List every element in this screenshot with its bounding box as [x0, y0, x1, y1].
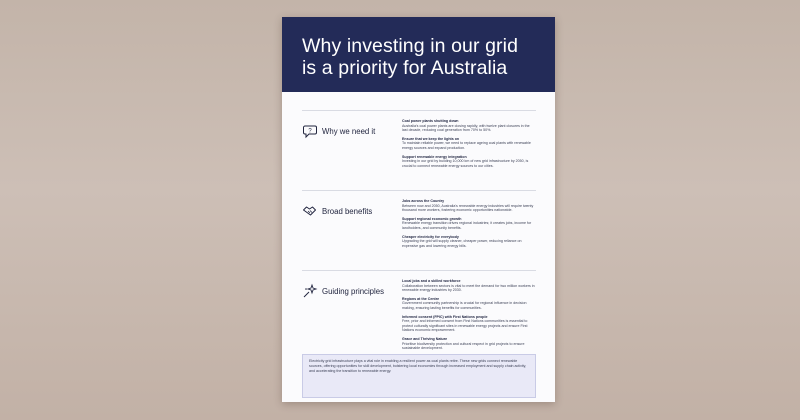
- item-title: Ensure that we keep the lights on: [402, 136, 460, 141]
- list-item: [402, 279, 536, 293]
- section-guiding-principles: [302, 270, 536, 353]
- item-text: Investing in our grid by building 10,000 km of new grid infrastructure by 2050, is crucial to connect renewable energy sources to our cities.: [402, 159, 529, 168]
- page-header: [282, 17, 555, 92]
- section-title: Broad benefits: [322, 206, 373, 216]
- section-items: [402, 279, 536, 355]
- section-title: Why we need it: [322, 126, 376, 136]
- item-title: Coal power plants shutting down: [402, 119, 459, 123]
- list-item: [402, 119, 536, 133]
- section-heading: [302, 123, 375, 139]
- document-page: [282, 17, 555, 402]
- list-item: [402, 235, 536, 249]
- item-text: Collaboration between sectors is vital to meet the demand for two million workers in renewable energy industries by 2030.: [402, 283, 535, 293]
- item-text: Australia's coal power plants are closing rapidly, with twelve plant closures in the last decade, reducing coal generation from 70% to 50%.: [402, 123, 530, 133]
- sparkle-icon: [302, 283, 318, 299]
- page-title: [302, 35, 541, 79]
- section-heading: [302, 283, 384, 299]
- section-why-we-need-it: [302, 110, 536, 189]
- section-items: [402, 199, 536, 252]
- item-text: Prioritise biodiversity protection and cultural respect in grid projects to ensure sustainable development.: [402, 341, 525, 351]
- item-text: Free, prior and informed consent from First Nations communities is essential to protect culturally significant sites in renewable energy projects and ensure First Nations economic empowerment.: [402, 319, 528, 333]
- handshake-icon: [302, 203, 318, 219]
- title-line-2: is a priority for Australia: [302, 57, 508, 79]
- section-items: [402, 119, 536, 172]
- list-item: [402, 297, 536, 311]
- item-text: To maintain reliable power, we need to replace ageing coal plants with renewable energy sources and expand production.: [402, 141, 531, 150]
- item-title: Regions at the Centre: [402, 296, 440, 301]
- item-title: Jobs across the Country: [402, 199, 445, 203]
- item-title: Support regional economic growth: [402, 216, 462, 221]
- item-text: Government community partnership is crucial for regional influence in decision making, ensuring lasting benefits for communities.: [402, 301, 527, 310]
- summary-note: [302, 354, 536, 398]
- item-text: Upgrading the grid will supply cleaner, cheaper power, reducing reliance on expensive gas and lowering energy bills.: [402, 239, 522, 248]
- item-title: Informed consent (FPIC) with First Nations people: [402, 314, 488, 319]
- item-title: Grace and Thriving Nature: [402, 336, 448, 341]
- list-item: [402, 337, 536, 351]
- list-item: [402, 199, 536, 213]
- item-title: Local jobs and a skilled workforce: [402, 279, 461, 283]
- section-title: Guiding principles: [322, 286, 384, 296]
- section-heading: [302, 203, 372, 219]
- section-broad-benefits: [302, 190, 536, 269]
- item-text: Renewable energy transition drives regional industries; it creates jobs, income for landholders, and community benefits.: [402, 221, 532, 230]
- item-text: Between now and 2050, Australia's renewable energy industries will require twenty thousand more workers, fostering economic opportunities nationwide.: [402, 203, 534, 213]
- speech-bubble-icon: [302, 123, 318, 139]
- title-line-1: Why investing in our grid: [302, 35, 519, 57]
- list-item: [402, 217, 536, 231]
- list-item: [402, 137, 536, 151]
- item-title: Cheaper electricity for everybody: [402, 234, 459, 239]
- list-item: [402, 315, 536, 333]
- list-item: [402, 155, 536, 169]
- item-title: Support renewable energy integration: [402, 154, 467, 159]
- svg-text:?: ?: [308, 128, 312, 135]
- summary-note-text: Electricity grid infrastructure plays a vital role in enabling a resilient power as coal plants retire. These new grids connect renewable sources, offering opportunities for skill development, bolstering local economies through increased employment and supply chain activity, and accelerating the transition to renewable energy.: [309, 359, 527, 373]
